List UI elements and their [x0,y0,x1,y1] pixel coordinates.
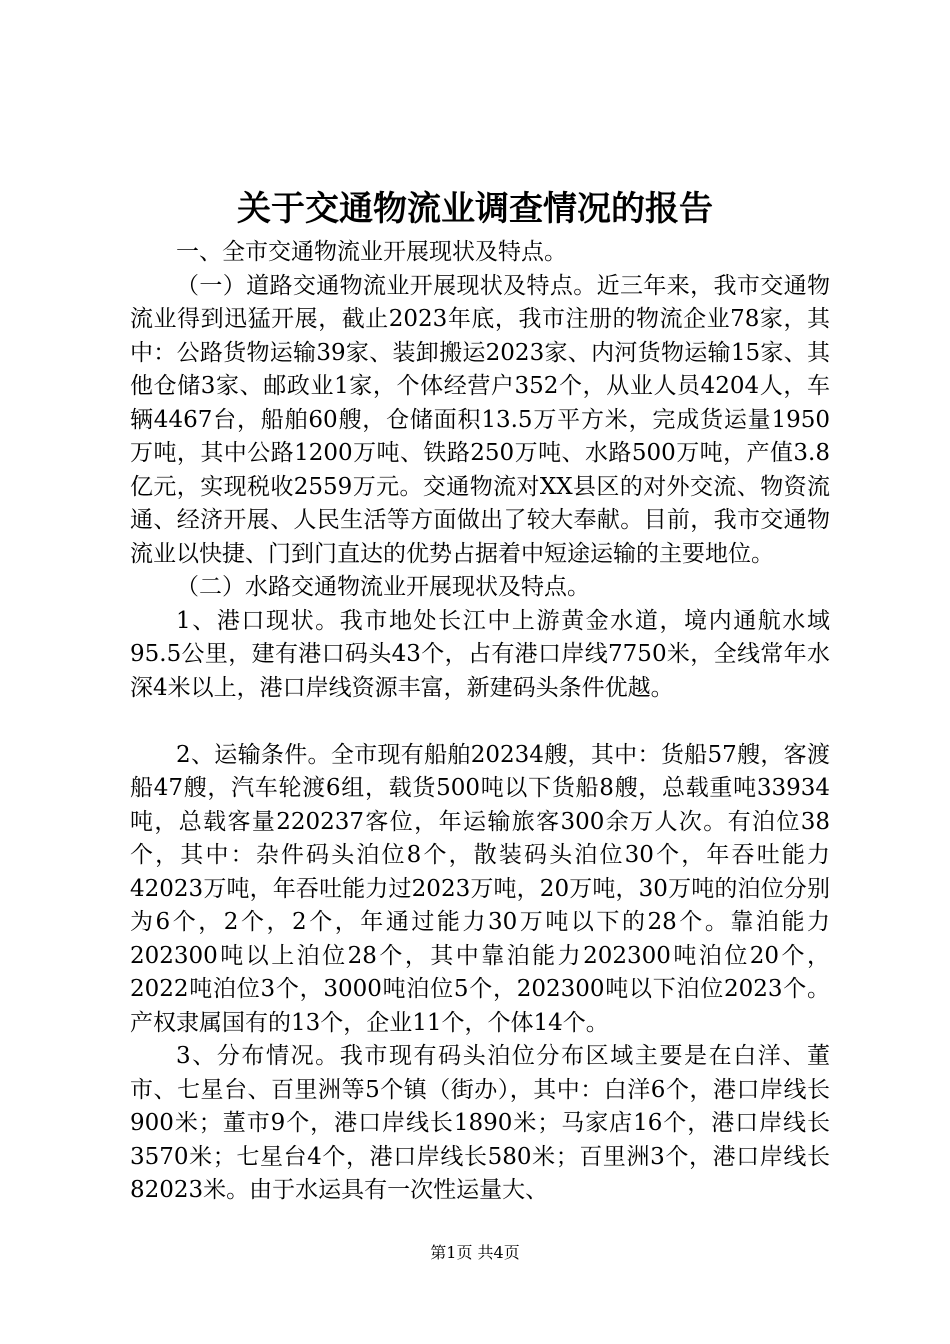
paragraph-transport-conditions: 2、运输条件。全市现有船舶20234艘，其中：货船57艘，客渡船47艘，汽车轮渡6组，载货500吨以下货船8艘，总载重吨33934吨，总载客量220237客位，年运输旅客300余万人次。有泊位38个，其中：杂件码头泊位8个，散装码头泊位30个，年吞吐能力42023万吨，年吞吐能力过2023万吨，20万吨，30万吨的泊位分别为6个，2个，2个，年通过能力30万吨以下的28个。靠泊能力202300吨以上泊位28个，其中靠泊能力202300吨泊位20个，2022吨泊位3个，3000吨泊位5个，202300吨以下泊位2023个。产权隶属国有的13个，企业11个，个体14个。 [130,741,830,1036]
section-heading-water: （二）水路交通物流业开展现状及特点。 [176,574,590,600]
paragraph-port-status: 1、港口现状。我市地处长江中上游黄金水道，境内通航水域95.5公里，建有港口码头43个，占有港口岸线7750米，全线常年水深4米以上，港口岸线资源丰富，新建码头条件优越。 [130,607,830,701]
section-heading-1: 一、全市交通物流业开展现状及特点。 [176,239,567,265]
paragraph-distribution: 3、分布情况。我市现有码头泊位分布区域主要是在白洋、董市、七星台、百里洲等5个镇（街办），其中：白洋6个，港口岸线长900米；董市9个，港口岸线长1890米；马家店16个，港口岸线长3570米；七星台4个，港口岸线长580米；百里洲3个，港口岸线长82023米。由于水运具有一次性运量大、 [130,1043,830,1203]
page-footer: 第1页 共4页 [430,1243,520,1262]
document-body [130,236,830,1208]
paragraph-road-logistics: （一）道路交通物流业开展现状及特点。近三年来，我市交通物流业得到迅猛开展，截止2023年底，我市注册的物流企业78家，其中：公路货物运输39家、装卸搬运2023家、内河货物运输15家、其他仓储3家、邮政业1家，个体经营户352个，从业人员4204人，车辆4467台，船舶60艘，仓储面积13.5万平方米，完成货运量1950万吨，其中公路1200万吨、铁路250万吨、水路500万吨，产值3.8亿元，实现税收2559万元。交通物流对XX县区的对外交流、物资流通、经济开展、人民生活等方面做出了较大奉献。目前，我市交通物流业以快捷、门到门直达的优势占据着中短途运输的主要地位。 [130,272,830,567]
document-title: 关于交通物流业调查情况的报告 [237,189,713,229]
